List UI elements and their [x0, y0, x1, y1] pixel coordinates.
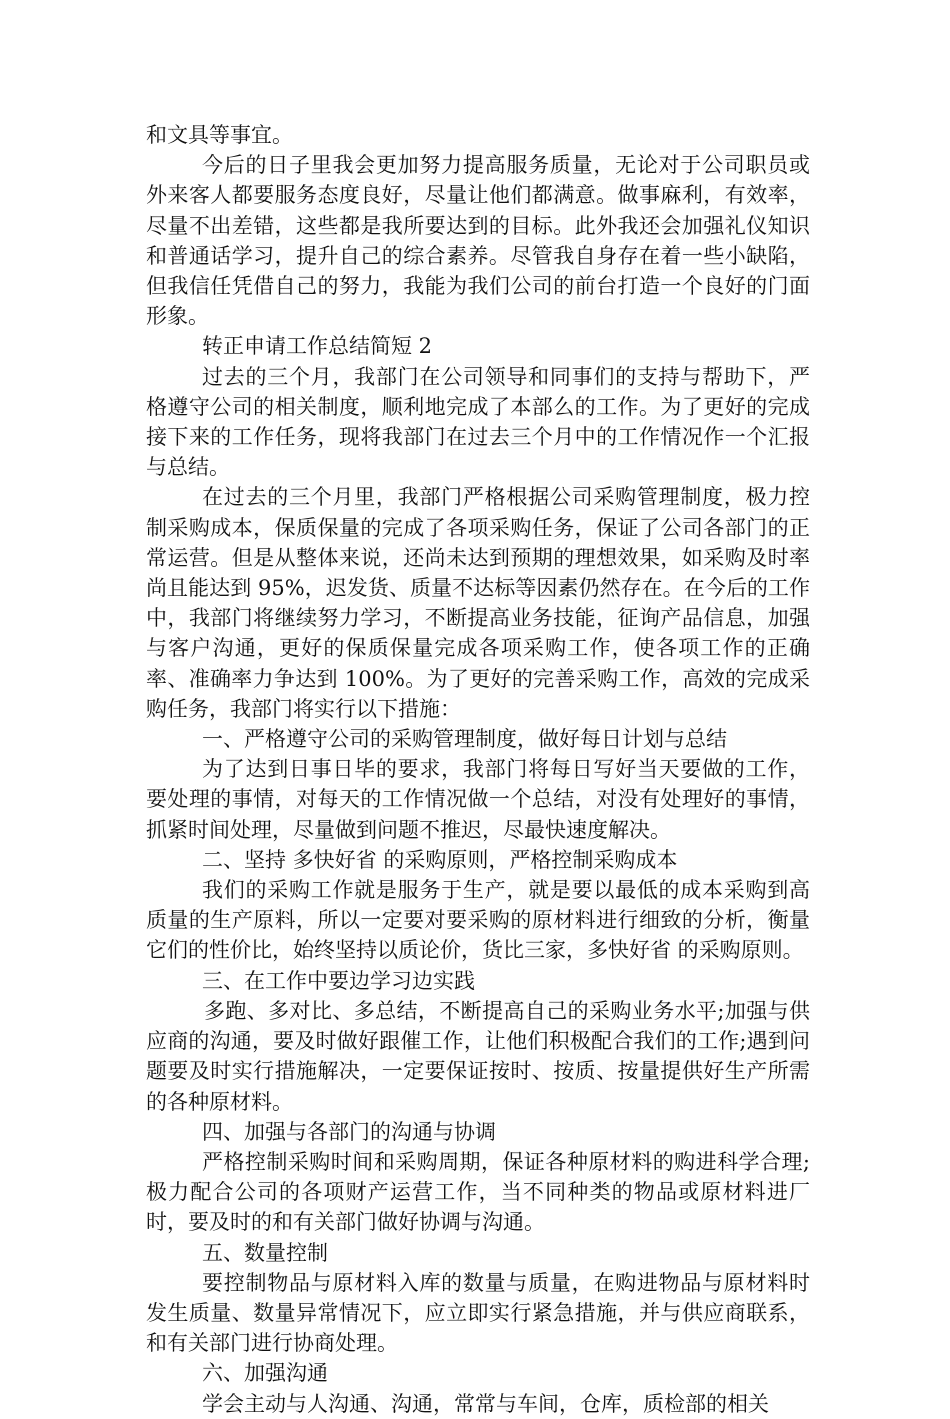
paragraph-service-commitment: 今后的日子里我会更加努力提高服务质量，无论对于公司职员或外来客人都要服务态度良好，尽量让他们都满意。做事麻利，有效率，尽量不出差错，这些都是我所要达到的目标。此外我还会加强礼仪知识和普通话学习，提升自己的综合素养。尽管我自身存在着一些小缺陷，但我信任凭借自己的努力，我能为我们公司的前台打造一个良好的门面形象。 [146, 153, 810, 329]
paragraph-measure-6: 学会主动与人沟通、沟通，常常与车间，仓库，质检部的相关 [202, 1391, 769, 1416]
document-page [146, 120, 810, 1419]
paragraph-measure-1: 为了达到日事日毕的要求，我部门将每日写好当天要做的工作，要处理的事情，对每天的工作情况做一个总结，对没有处理好的事情，抓紧时间处理，尽量做到问题不推迟，尽最快速度解决。 [146, 757, 810, 842]
paragraph-procurement-overview: 在过去的三个月里，我部门严格根据公司采购管理制度，极力控制采购成本，保质保量的完成了各项采购任务，保证了公司各部门的正常运营。但是从整体来说，还尚未达到预期的理想效果，如采购及时率尚且能达到 95%，迟发货、质量不达标等因素仍然存在。在今后的工作中，我部门将继续努力学习，不断提高业务技能，征询产品信息，加强与客户沟通，更好的保质保量完成各项采购工作，使各项工作的正确率、准确率力争达到 100%。为了更好的完善采购工作，高效的完成采购任务，我部门将实行以下措施： [146, 485, 810, 721]
heading-measure-3: 三、在工作中要边学习边实践 [202, 968, 475, 993]
heading-measure-1: 一、严格遵守公司的采购管理制度，做好每日计划与总结 [202, 727, 727, 752]
paragraph-measure-3: 多跑、多对比、多总结，不断提高自己的采购业务水平;加强与供应商的沟通，要及时做好跟催工作，让他们积极配合我们的工作;遇到问题要及时实行措施解决，一定要保证按时、按质、按量提供好生产所需的各种原材料。 [146, 998, 810, 1114]
heading-measure-4: 四、加强与各部门的沟通与协调 [202, 1119, 496, 1144]
heading-measure-6: 六、加强沟通 [202, 1361, 328, 1386]
heading-measure-2: 二、坚持 多快好省 的采购原则，严格控制采购成本 [202, 847, 678, 872]
paragraph-measure-5: 要控制物品与原材料入库的数量与质量，在购进物品与原材料时发生质量、数量异常情况下，应立即实行紧急措施，并与供应商联系，和有关部门进行协商处理。 [146, 1270, 810, 1356]
paragraph-measure-4: 严格控制采购时间和采购周期，保证各种原材料的购进科学合理;极力配合公司的各项财产运营工作，当不同种类的物品或原材料进厂时，要及时的和有关部门做好协调与沟通。 [146, 1149, 810, 1235]
paragraph-measure-2: 我们的采购工作就是服务于生产，就是要以最低的成本采购到高质量的生产原料，所以一定要对要采购的原材料进行细致的分析，衡量它们的性价比，始终坚持以质论价，货比三家，多快好省 的采购原则。 [146, 878, 810, 963]
paragraph-intro: 过去的三个月，我部门在公司领导和同事们的支持与帮助下，严格遵守公司的相关制度，顺利地完成了本部么的工作。为了更好的完成接下来的工作任务，现将我部门在过去三个月中的工作情况作一个汇报与总结。 [146, 364, 810, 480]
section-heading-summary-2: 转正申请工作总结简短 2 [202, 334, 433, 359]
heading-measure-5: 五、数量控制 [202, 1240, 328, 1265]
paragraph-continuation: 和文具等事宜。 [146, 123, 293, 147]
